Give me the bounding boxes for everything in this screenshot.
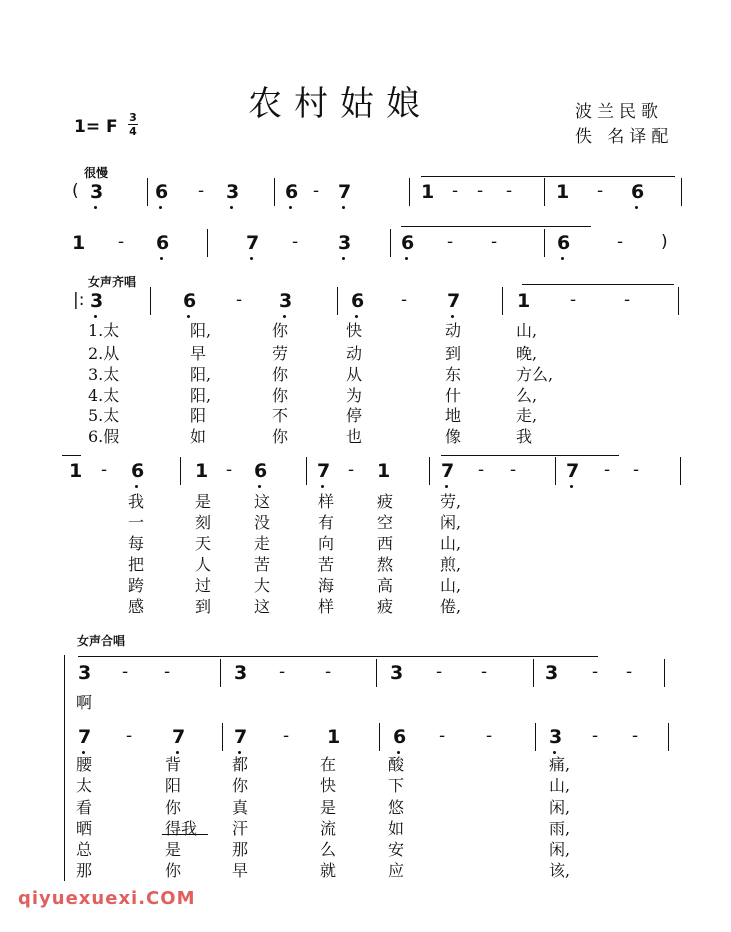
lyric-syllable: 这 (254, 492, 271, 511)
lyric-syllable: 熬 (377, 555, 394, 574)
lyric-syllable: 一 (128, 513, 145, 532)
lyric-syllable: 你 (272, 365, 289, 384)
lyric-syllable: 应 (388, 861, 405, 880)
note: 7 (234, 726, 248, 748)
score-symbol: - (491, 232, 498, 252)
note: 3 (390, 662, 404, 684)
song-title: 农村姑娘 (248, 84, 432, 124)
lyric-syllable: 你 (232, 776, 249, 795)
lyric-syllable: 样 (318, 492, 335, 511)
bar-line (544, 178, 545, 206)
lyric-syllable: 在 (320, 755, 337, 774)
lyric-syllable: 都 (232, 755, 249, 774)
lyric-syllable: 疲 (377, 597, 394, 616)
lyric-syllable: 汗 (232, 819, 249, 838)
note: 1 (195, 460, 209, 482)
lyric-syllable: 6.假 (88, 427, 120, 446)
octave-dot-below (160, 257, 163, 260)
lyric-syllable: 为 (346, 386, 363, 405)
bar-line (147, 178, 148, 206)
octave-dot-below (342, 257, 345, 260)
lyric-syllable: 像 (445, 427, 462, 446)
score-symbol: - (292, 232, 299, 252)
note: 7 (246, 232, 260, 254)
tie-arc (421, 176, 675, 177)
score-symbol: - (592, 726, 599, 746)
lyric-syllable: 把 (128, 555, 145, 574)
lyric-syllable: 劳, (440, 492, 462, 511)
lyric-syllable: 到 (195, 597, 212, 616)
score-symbol: - (592, 662, 599, 682)
octave-dot-below (159, 206, 162, 209)
lyric-syllable: 山, (440, 534, 462, 553)
lyric-syllable: 是 (195, 492, 212, 511)
lyric-syllable: 太 (76, 776, 93, 795)
lyric-syllable: 雨, (549, 819, 571, 838)
note: 1 (517, 290, 531, 312)
bar-line (680, 457, 681, 485)
lyric-syllable: 空 (377, 513, 394, 532)
lyric-syllable: 2.从 (88, 344, 120, 363)
note: 3 (234, 662, 248, 684)
bar-line (668, 723, 669, 751)
lyric-syllable: 动 (445, 321, 462, 340)
note: 3 (78, 662, 92, 684)
lyric-syllable: 这 (254, 597, 271, 616)
bar-line (409, 178, 410, 206)
lyric-syllable: 阳, (190, 365, 212, 384)
note: 1 (377, 460, 391, 482)
note: 3 (226, 181, 240, 203)
score-symbol: - (570, 290, 577, 310)
lyric-syllable: 得我 (165, 819, 198, 838)
lyric-syllable: 么, (516, 386, 538, 405)
octave-dot-below (135, 485, 138, 488)
lyric-syllable: 你 (272, 321, 289, 340)
bar-line (678, 287, 679, 315)
tie-arc (441, 455, 619, 456)
score-symbol: - (478, 460, 485, 480)
note: 6 (631, 181, 645, 203)
lyric-syllable: 痛, (549, 755, 571, 774)
score-symbol: - (313, 181, 320, 201)
score-symbol: - (436, 662, 443, 682)
lyric-syllable: 是 (165, 840, 182, 859)
lyric-syllable: 晚, (516, 344, 538, 363)
lyric-syllable: 总 (76, 840, 93, 859)
score-symbol: ( (72, 181, 79, 201)
lyric-syllable: 不 (272, 406, 289, 425)
lyric-syllable: 停 (346, 406, 363, 425)
note: 6 (155, 181, 169, 203)
score-symbol: - (122, 662, 129, 682)
note: 1 (327, 726, 341, 748)
note: 6 (131, 460, 145, 482)
octave-dot-below (405, 257, 408, 260)
lyric-syllable: 感 (128, 597, 145, 616)
lyric-syllable: 1.太 (88, 321, 120, 340)
score-symbol: - (325, 662, 332, 682)
score-symbol: |: (73, 290, 85, 310)
lyric-syllable: 快 (346, 321, 363, 340)
credit-translator: 佚 名译配 (575, 127, 674, 147)
key-signature: 1= F (74, 117, 118, 137)
lyric-syllable: 啊 (76, 693, 93, 712)
tie-arc (522, 284, 674, 285)
bar-line (376, 659, 377, 687)
note: 1 (69, 460, 83, 482)
note: 6 (183, 290, 197, 312)
note: 1 (421, 181, 435, 203)
lyric-syllable: 下 (388, 776, 405, 795)
lyric-syllable: 你 (272, 427, 289, 446)
lyric-syllable: 快 (320, 776, 337, 795)
bar-line (555, 457, 556, 485)
octave-dot-below (250, 257, 253, 260)
bar-line (502, 287, 503, 315)
lyric-syllable: 什 (445, 386, 462, 405)
note: 3 (90, 181, 104, 203)
bar-line (274, 178, 275, 206)
octave-dot-below (570, 485, 573, 488)
score-symbol: - (198, 181, 205, 201)
note: 7 (441, 460, 455, 482)
lyric-syllable: 也 (346, 427, 363, 446)
bar-line (544, 229, 545, 257)
lyric-syllable: 晒 (76, 819, 93, 838)
bar-line (429, 457, 430, 485)
lyric-syllable: 山, (440, 576, 462, 595)
note: 3 (90, 290, 104, 312)
lyric-syllable: 4.太 (88, 386, 120, 405)
lyric-syllable: 你 (165, 861, 182, 880)
lyric-syllable: 走 (254, 534, 271, 553)
lyric-syllable: 样 (318, 597, 335, 616)
octave-dot-below (258, 485, 261, 488)
bar-line (207, 229, 208, 257)
lyric-syllable: 阳, (190, 386, 212, 405)
lyric-syllable: 没 (254, 513, 271, 532)
lyric-syllable: 高 (377, 576, 394, 595)
bar-line (306, 457, 307, 485)
bar-line (533, 659, 534, 687)
lyric-syllable: 3.太 (88, 365, 120, 384)
note: 1 (556, 181, 570, 203)
score-symbol: - (164, 662, 171, 682)
bar-line (180, 457, 181, 485)
watermark-text: qiyuexuexi.COM (18, 888, 196, 909)
lyric-syllable: 有 (318, 513, 335, 532)
score-symbol: - (633, 460, 640, 480)
lyric-syllable: 东 (445, 365, 462, 384)
lyric-syllable: 闲, (549, 798, 571, 817)
lyric-syllable: 人 (195, 555, 212, 574)
score-symbol: - (626, 662, 633, 682)
bar-line (379, 723, 380, 751)
credit-origin: 波兰民歌 (575, 102, 663, 122)
lyric-syllable: 么 (320, 840, 337, 859)
tie-arc (401, 226, 591, 227)
lyric-syllable: 跨 (128, 576, 145, 595)
bar-line (390, 229, 391, 257)
lyric-syllable: 早 (232, 861, 249, 880)
lyric-syllable: 那 (232, 840, 249, 859)
score-symbol: - (477, 181, 484, 201)
score-symbol: - (506, 181, 513, 201)
octave-dot-below (561, 257, 564, 260)
lyric-syllable: 海 (318, 576, 335, 595)
score-symbol: - (452, 181, 459, 201)
lyric-syllable: 看 (76, 798, 93, 817)
note: 7 (317, 460, 331, 482)
octave-dot-below (230, 206, 233, 209)
lyric-syllable: 西 (377, 534, 394, 553)
note: 7 (338, 181, 352, 203)
lyric-syllable: 动 (346, 344, 363, 363)
lyric-syllable: 阳, (190, 321, 212, 340)
note: 7 (172, 726, 186, 748)
section-unison: 女声齐唱 (88, 275, 137, 289)
lyric-syllable: 你 (272, 386, 289, 405)
lyric-syllable: 煎, (440, 555, 462, 574)
lyric-syllable: 安 (388, 840, 405, 859)
lyric-syllable: 闲, (440, 513, 462, 532)
lyric-syllable: 腰 (76, 755, 93, 774)
lyric-syllable: 天 (195, 534, 212, 553)
lyric-syllable: 从 (346, 365, 363, 384)
lyric-syllable: 悠 (388, 798, 405, 817)
note: 7 (566, 460, 580, 482)
octave-dot-below (342, 206, 345, 209)
meter-top: 3 (129, 111, 137, 124)
note: 6 (351, 290, 365, 312)
note: 6 (401, 232, 415, 254)
score-symbol: - (447, 232, 454, 252)
note: 7 (78, 726, 92, 748)
time-signature (128, 112, 138, 137)
note: 7 (447, 290, 461, 312)
bar-line (222, 723, 223, 751)
score-symbol: - (597, 181, 604, 201)
score-symbol: - (101, 460, 108, 480)
score-symbol: - (617, 232, 624, 252)
score-symbol: - (604, 460, 611, 480)
score-symbol: ) (661, 232, 668, 252)
system-bracket (64, 655, 65, 881)
lyric-syllable: 方么, (516, 365, 554, 384)
score-symbol: - (486, 726, 493, 746)
octave-dot-below (445, 485, 448, 488)
score-symbol: - (439, 726, 446, 746)
lyric-syllable: 是 (320, 798, 337, 817)
lyric-syllable: 我 (128, 492, 145, 511)
octave-dot-below (635, 206, 638, 209)
bar-line (150, 287, 151, 315)
note: 6 (557, 232, 571, 254)
lyric-syllable: 过 (195, 576, 212, 595)
note: 3 (549, 726, 563, 748)
note: 3 (338, 232, 352, 254)
score-symbol: - (632, 726, 639, 746)
score-symbol: - (279, 662, 286, 682)
lyric-syllable: 阳 (165, 776, 182, 795)
lyric-syllable: 每 (128, 534, 145, 553)
note: 3 (545, 662, 559, 684)
score-symbol: - (348, 460, 355, 480)
lyric-syllable: 那 (76, 861, 93, 880)
tempo-marking: 很慢 (84, 166, 109, 180)
lyric-syllable: 疲 (377, 492, 394, 511)
octave-dot-below (289, 206, 292, 209)
meter-bottom: 4 (129, 125, 137, 138)
note: 3 (279, 290, 293, 312)
score-symbol: - (236, 290, 243, 310)
lyric-syllable: 闲, (549, 840, 571, 859)
note: 6 (156, 232, 170, 254)
score-symbol: - (118, 232, 125, 252)
lyric-syllable: 阳 (190, 406, 207, 425)
lyric-syllable: 真 (232, 798, 249, 817)
lyric-syllable: 你 (165, 798, 182, 817)
lyric-syllable: 走, (516, 406, 538, 425)
lyric-syllable: 倦, (440, 597, 462, 616)
lyric-syllable: 酸 (388, 755, 405, 774)
lyric-syllable: 5.太 (88, 406, 120, 425)
score-symbol: - (624, 290, 631, 310)
note: 6 (254, 460, 268, 482)
lyric-syllable: 刻 (195, 513, 212, 532)
bar-line (220, 659, 221, 687)
lyric-syllable: 该, (549, 861, 571, 880)
score-symbol: - (283, 726, 290, 746)
lyric-syllable: 流 (320, 819, 337, 838)
note: 6 (285, 181, 299, 203)
lyric-syllable: 山, (516, 321, 538, 340)
section-chorus: 女声合唱 (77, 634, 126, 648)
bar-line (535, 723, 536, 751)
lyric-syllable: 就 (320, 861, 337, 880)
note: 6 (393, 726, 407, 748)
bar-line (664, 659, 665, 687)
tie-arc (78, 656, 598, 657)
octave-dot-below (321, 485, 324, 488)
lyric-syllable: 我 (516, 427, 533, 446)
lyric-syllable: 苦 (318, 555, 335, 574)
score-symbol: - (481, 662, 488, 682)
lyric-syllable: 苦 (254, 555, 271, 574)
score-symbol: - (510, 460, 517, 480)
score-symbol: - (401, 290, 408, 310)
lyric-syllable: 山, (549, 776, 571, 795)
lyric-syllable: 背 (165, 755, 182, 774)
bar-line (337, 287, 338, 315)
lyric-syllable: 如 (190, 427, 207, 446)
lyric-syllable: 早 (190, 344, 207, 363)
note: 1 (72, 232, 86, 254)
lyric-syllable: 到 (445, 344, 462, 363)
lyric-syllable: 地 (445, 406, 462, 425)
score-symbol: - (226, 460, 233, 480)
lyric-syllable: 向 (318, 534, 335, 553)
bar-line (681, 178, 682, 206)
lyric-syllable: 大 (254, 576, 271, 595)
lyric-syllable: 劳 (272, 344, 289, 363)
octave-dot-below (94, 206, 97, 209)
lyric-syllable: 如 (388, 819, 405, 838)
tie-arc (62, 455, 81, 456)
score-symbol: - (126, 726, 133, 746)
